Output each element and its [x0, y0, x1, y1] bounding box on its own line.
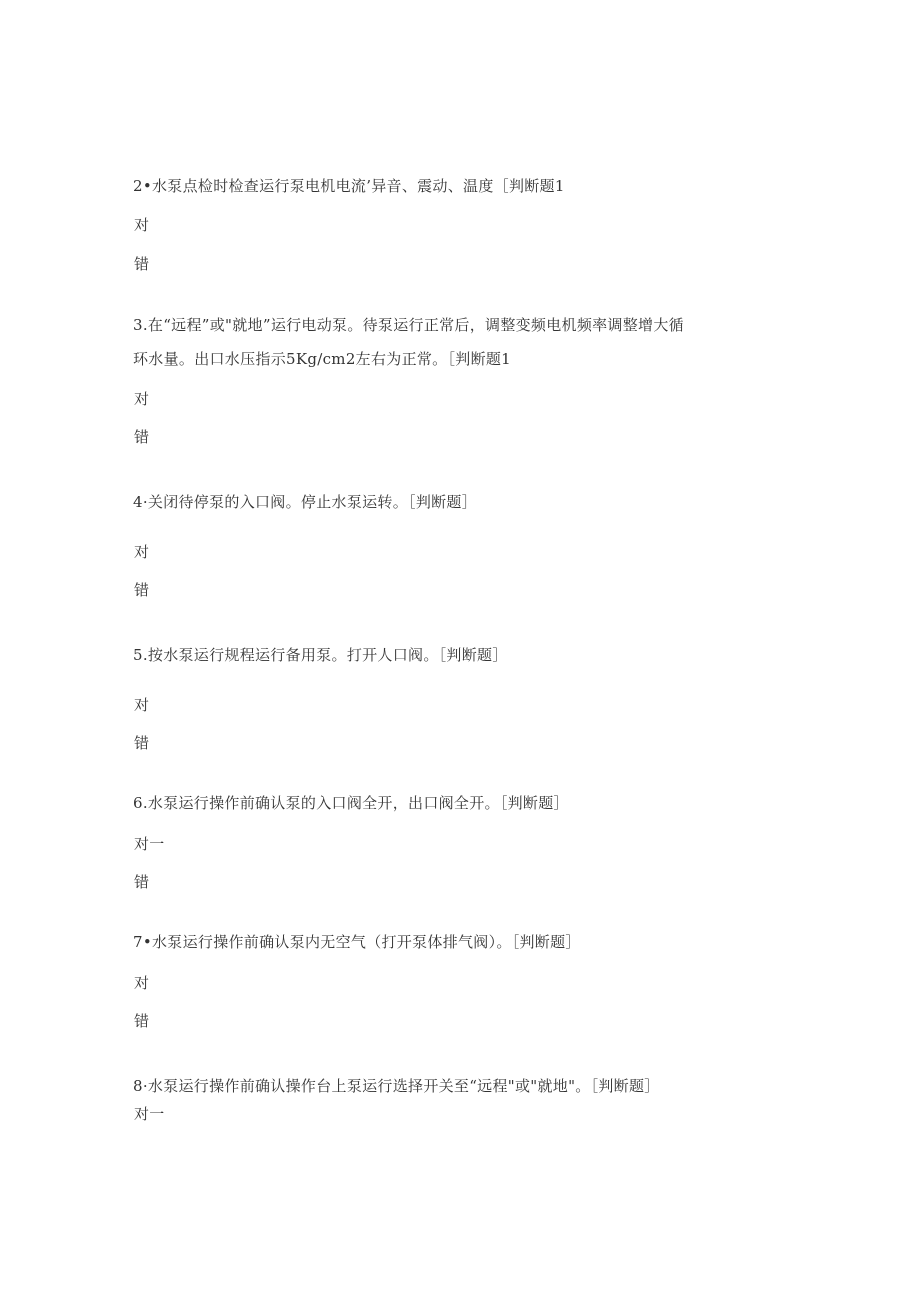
question-8-text: 8·水泵运行操作前确认操作台上泵运行选择开关至“远程"或"就地"。［判断题］ [133, 1077, 660, 1095]
question-7-option-false[interactable]: 错 [134, 1012, 150, 1030]
question-5-option-true[interactable]: 对 [134, 696, 150, 714]
question-7-option-true[interactable]: 对 [134, 974, 150, 992]
question-2-text: 2•水泵点检时检查运行泵电机电流’异音、震动、温度［判断题1 [133, 177, 565, 195]
question-6-text: 6.水泵运行操作前确认泵的入口阀全开，出口阀全开。［判断题］ [133, 794, 569, 812]
question-4-text: 4·关闭待停泵的入口阀。停止水泵运转。［判断题］ [133, 493, 478, 511]
question-3-text-line-1: 3.在“远程”或"就地”运行电动泵。待泵运行正常后，调整变频电机频率调整增大循 [133, 316, 684, 334]
question-3-text-line-2: 环水量。出口水压指示5Kg∕cm2左右为正常。［判断题1 [133, 350, 512, 368]
question-3-option-true[interactable]: 对 [134, 390, 150, 408]
question-4-option-true[interactable]: 对 [134, 543, 150, 561]
question-8-option-true[interactable]: 对一 [134, 1105, 165, 1123]
question-6-option-true[interactable]: 对一 [134, 835, 165, 853]
question-2-option-true[interactable]: 对 [134, 216, 150, 234]
question-5-text: 5.按水泵运行规程运行备用泵。打开人口阀。［判断题］ [133, 646, 508, 664]
question-2-option-false[interactable]: 错 [134, 255, 150, 273]
question-7-text: 7•水泵运行操作前确认泵内无空气（打开泵体排气阀）。［判断题］ [133, 933, 581, 951]
question-3-option-false[interactable]: 错 [134, 428, 150, 446]
question-4-option-false[interactable]: 错 [134, 581, 150, 599]
question-5-option-false[interactable]: 错 [134, 734, 150, 752]
question-6-option-false[interactable]: 错 [134, 873, 150, 891]
